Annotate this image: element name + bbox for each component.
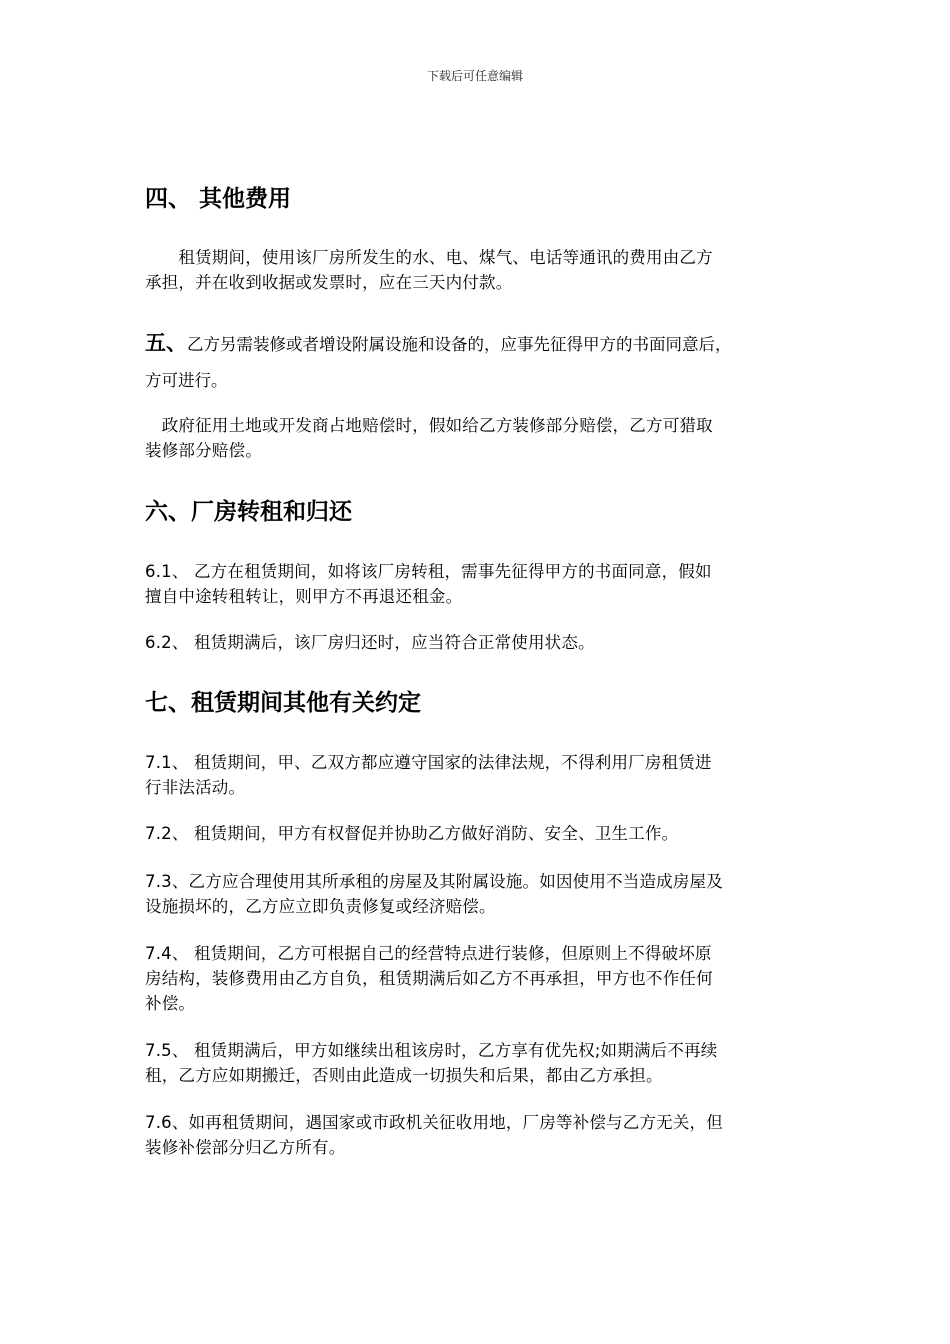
section-4-heading: 四、 其他费用	[145, 186, 292, 212]
item-7-6-line-1: 7.6、如再租赁期间，遇国家或市政机关征收用地，厂房等补偿与乙方无关，但	[145, 1113, 723, 1132]
page-header: 下载后可任意编辑	[426, 69, 523, 83]
section-5-comp-line-2: 装修部分赔偿。	[145, 441, 262, 460]
item-7-4-line-2: 房结构，装修费用由乙方自负，租赁期满后如乙方不再承担，甲方也不作任何	[145, 969, 713, 988]
item-7-4-line-1: 7.4、 租赁期间，乙方可根据自己的经营特点进行装修，但原则上不得破坏原	[145, 944, 712, 963]
item-7-5	[145, 1038, 815, 1088]
item-6-1-line-2: 擅自中途转租转让，则甲方不再退还租金。	[145, 587, 463, 606]
item-6-2	[145, 630, 815, 655]
item-7-2	[145, 821, 815, 846]
item-6-2-line-1: 6.2、 租赁期满后，该厂房归还时，应当符合正常使用状态。	[145, 633, 595, 652]
item-7-3	[145, 869, 815, 919]
section-4-line-2: 承担，并在收到收据或发票时，应在三天内付款。	[145, 273, 513, 292]
item-7-1	[145, 750, 815, 800]
section-4-line-1: 租赁期间，使用该厂房所发生的水、电、煤气、电话等通讯的费用由乙方	[145, 248, 713, 267]
item-6-1-line-1: 6.1、 乙方在租赁期间，如将该厂房转租，需事先征得甲方的书面同意，假如	[145, 562, 712, 581]
item-7-5-line-2: 租，乙方应如期搬迁，否则由此造成一切损失和后果，都由乙方承担。	[145, 1066, 663, 1085]
section-5-compensation-paragraph	[145, 413, 815, 463]
item-7-6-line-2: 装修补偿部分归乙方所有。	[145, 1138, 346, 1157]
section-4-paragraph	[145, 245, 815, 295]
item-7-3-line-1: 7.3、乙方应合理使用其所承租的房屋及其附属设施。如因使用不当造成房屋及	[145, 872, 723, 891]
section-5-comp-line-1: 政府征用土地或开发商占地赔偿时，假如给乙方装修部分赔偿，乙方可猎取	[145, 416, 713, 435]
section-5-line-1-text: 乙方另需装修或者增设附属设施和设备的，应事先征得甲方的书面同意后，	[187, 335, 732, 354]
section-5-paragraph	[145, 327, 815, 397]
item-7-5-line-1: 7.5、 租赁期满后，甲方如继续出租该房时，乙方享有优先权;如期满后不再续	[145, 1041, 718, 1060]
section-6-heading: 六、厂房转租和归还	[145, 499, 352, 525]
item-7-2-line-1: 7.2、 租赁期间，甲方有权督促并协助乙方做好消防、安全、卫生工作。	[145, 824, 679, 843]
section-5-line-1	[145, 327, 815, 361]
item-7-1-line-1: 7.1、 租赁期间，甲、乙双方都应遵守国家的法律法规，不得利用厂房租赁进	[145, 753, 712, 772]
item-7-4-line-3: 补偿。	[145, 994, 196, 1013]
item-7-4	[145, 941, 815, 1016]
section-7-heading: 七、租赁期间其他有关约定	[145, 690, 421, 716]
item-7-3-line-2: 设施损坏的，乙方应立即负责修复或经济赔偿。	[145, 897, 496, 916]
section-5-line-2: 方可进行。	[145, 371, 228, 390]
section-5-number: 五、	[145, 331, 187, 355]
item-6-1	[145, 559, 815, 609]
item-7-6	[145, 1110, 815, 1160]
item-7-1-line-2: 行非法活动。	[145, 778, 246, 797]
